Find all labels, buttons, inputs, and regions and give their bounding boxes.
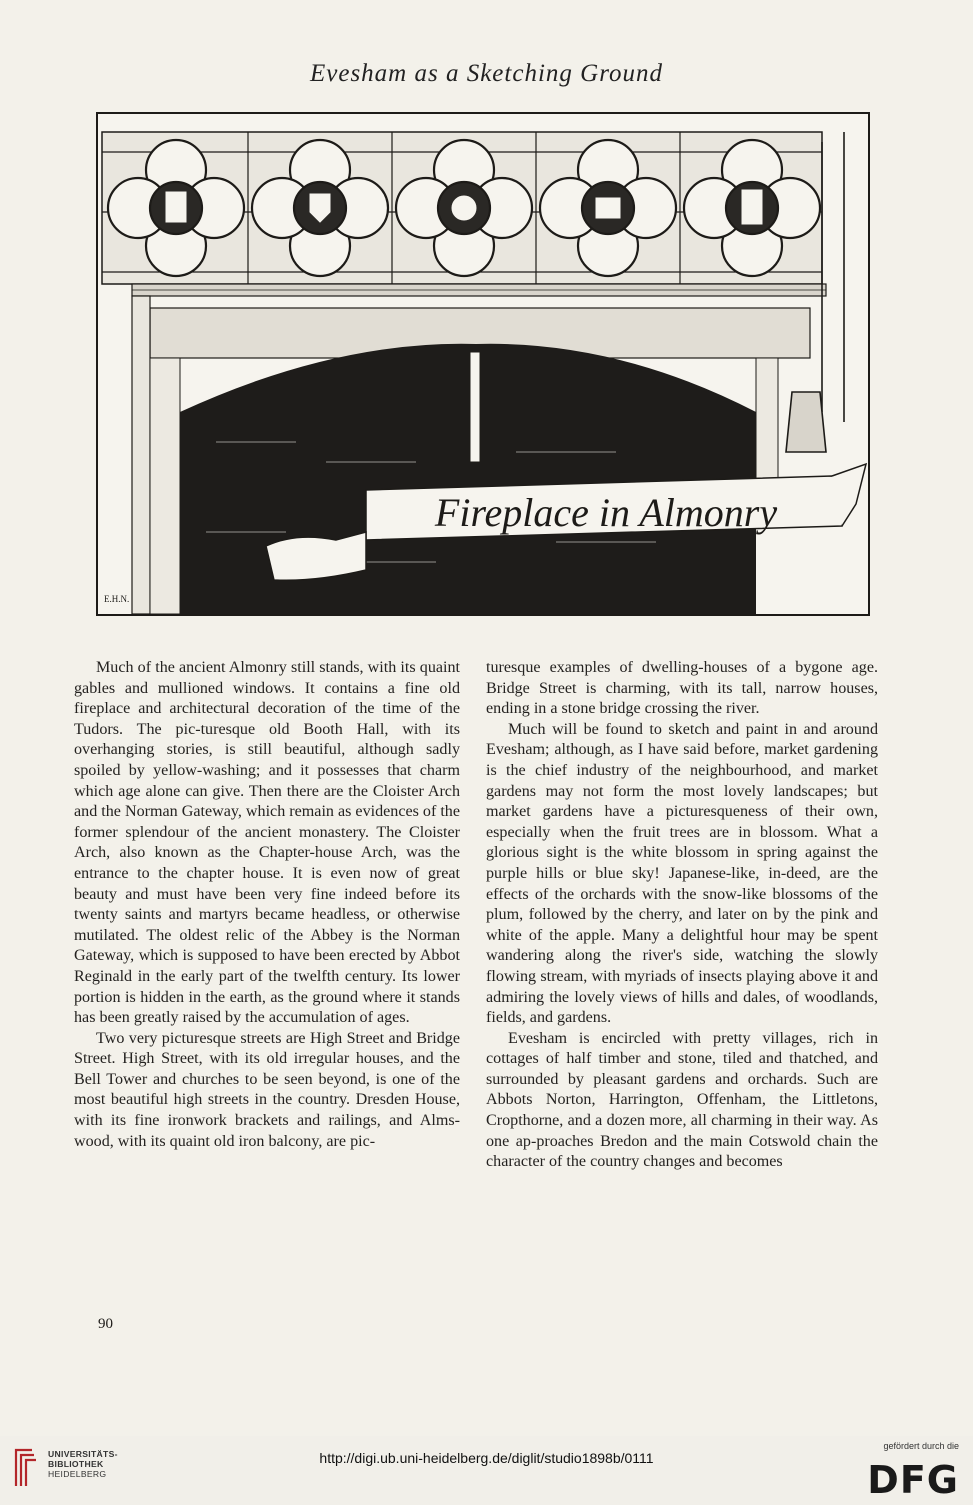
fireplace-illustration	[96, 112, 870, 616]
running-title: Evesham as a Sketching Ground	[309, 60, 663, 87]
library-line-2: BIBLIOTHEK	[48, 1459, 104, 1469]
paragraph-villages: Evesham is encircled with pretty villages, rich in cottages of half timber and stone, tiled and thatched, and surrounded by pleasant gardens and orchards. Such are Abbots Norton, Harrington, Offenham, the Littletons, Cropthorne, and a dozen more, all charming in their way. As one ap-proaches Bredon and the main Cotswold chain the character of the country changes and becomes	[486, 1029, 878, 1171]
paragraph-continuation: turesque examples of dwelling-houses of a bygone age. Bridge Street is charming, with its tall, narrow houses, ending in a stone bridge crossing the river.	[486, 659, 878, 718]
right-column	[486, 658, 878, 1173]
left-column	[74, 658, 460, 1152]
paragraph-market-gardens: Much will be found to sketch and paint in and around Evesham; although, as I have said before, market gardening is the chief industry of the neighbourhood, and market gardens may not form the most lovely landscapes; but market gardens have a picturesqueness of their own, especially when the fruit trees are in blossom. What a glorious sight is the white blossom in spring against the purple hills or blue sky! Japanese-like, in-deed, are the effects of the orchards with the snow-like blossoms of the plum, followed by the cherry, and later on by the pink and white of the apple. Many a delightful hour may be spent wandering along the river's side, watching the slowly flowing stream, with myriads of insects playing above it and admiring the lovely views of hills and dales, of woodlands, fields, and gardens.	[486, 720, 878, 1027]
artist-monogram: E.H.N.	[104, 594, 130, 604]
library-line-1: UNIVERSITÄTS-	[48, 1449, 118, 1459]
library-line-3: HEIDELBERG	[48, 1469, 107, 1479]
page-number: 90	[98, 1316, 113, 1332]
dfg-logo: DFG	[867, 1458, 959, 1502]
figure-caption: Fireplace in Almonry	[434, 490, 778, 535]
digitization-footer	[0, 1436, 973, 1505]
funding-label: gefördert durch die	[883, 1441, 959, 1451]
paragraph-almonry: Much of the ancient Almonry still stands, with its quaint gables and mullioned windows. It contains a fine old fireplace and architectural decoration of the time of the Tudors. The pic-turesque old Booth Hall, with its overhanging stories, is still beautiful, although sadly spoiled by yellow-washing; and it possesses that charm which age alone can give. Then there are the Cloister Arch and the Norman Gateway, which remain as evidences of the former splendour of the ancient monastery. The Cloister Arch, also known as the Chapter-house Arch, was the entrance to the chapter house. It is even now of great beauty and must have been very fine indeed before its twenty saints and martyrs became headless, or otherwise mutilated. The oldest relic of the Abbey is the Norman Gateway, which is supposed to have been erected by Abbot Reginald in the early part of the twelfth century. Its lower portion is hidden in the earth, as the ground where it stands has been greatly raised by the accumulation of ages.	[74, 659, 460, 1027]
permalink[interactable]: http://digi.ub.uni-heidelberg.de/diglit/studio1898b/0111	[319, 1450, 654, 1466]
paragraph-streets: Two very picturesque streets are High Street and Bridge Street. High Street, with its old irregular houses, and the Bell Tower and churches to be seen beyond, is one of the most beautiful high streets in the country. Dresden House, with its fine ironwork brackets and railings, and Alms-wood, with its quaint old iron balcony, are pic-	[74, 1029, 460, 1150]
